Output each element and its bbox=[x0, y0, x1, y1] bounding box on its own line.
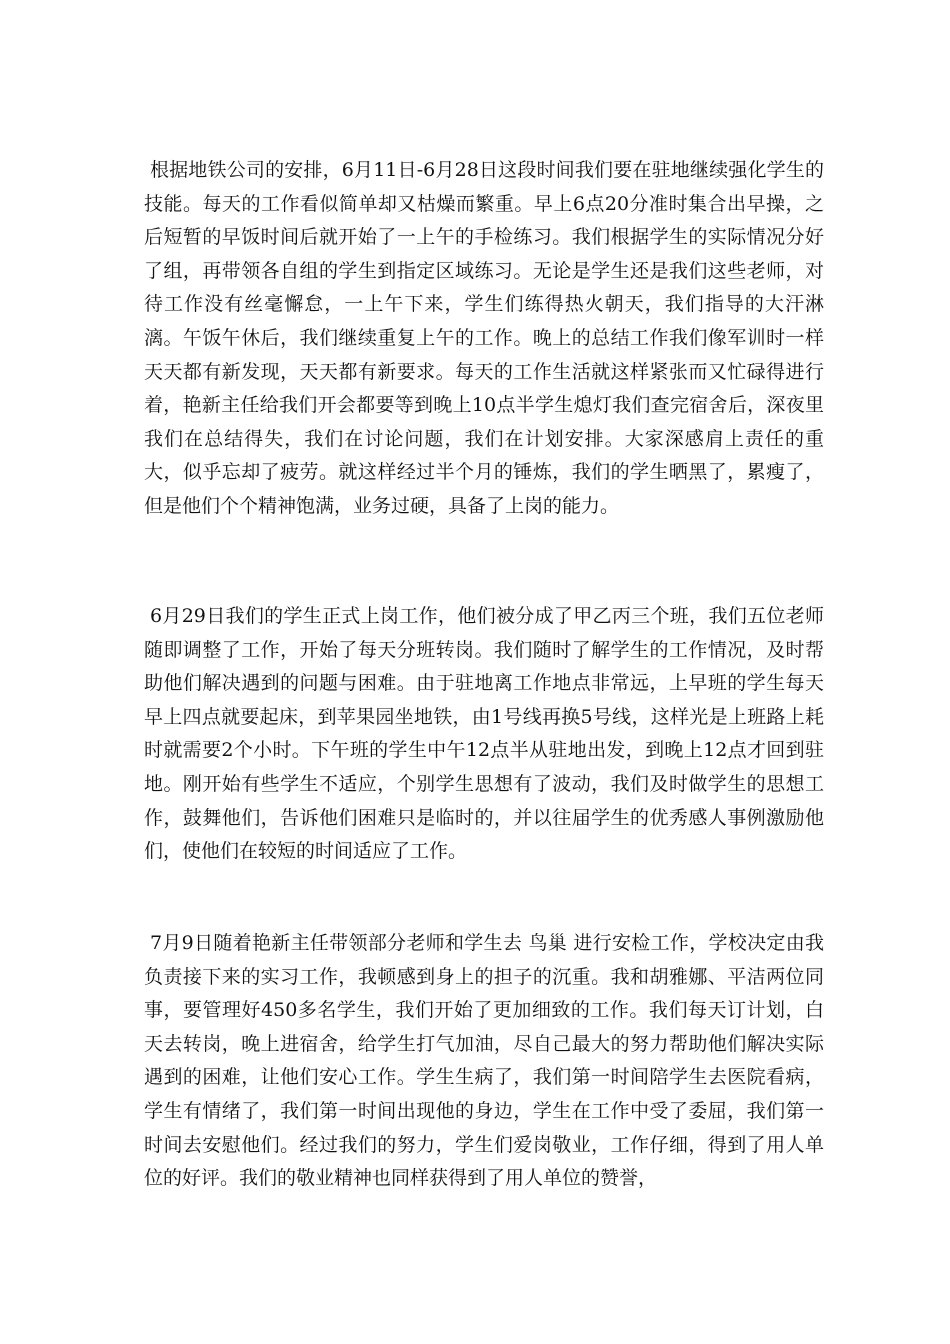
paragraph-3: 7月9日随着艳新主任带领部分老师和学生去 鸟巢 进行安检工作，学校决定由我负责接下来的实习工作，我顿感到身上的担子的沉重。我和胡雅娜、平洁两位同事，要管理好450多名学生，我们开始了更加细致的工作。我们每天订计划，白天去转岗，晚上进宿舍，给学生打气加油，尽自己最大的努力帮助他们解决实际遇到的困难，让他们安心工作。学生生病了，我们第一时间陪学生去医院看病，学生有情绪了，我们第一时间出现他的身边，学生在工作中受了委屈，我们第一时间去安慰他们。经过我们的努力，学生们爱岗敬业，工作仔细，得到了用人单位的好评。我们的敬业精神也同样获得到了用人单位的赞誉， bbox=[144, 932, 824, 1190]
paragraph-1: 根据地铁公司的安排，6月11日-6月28日这段时间我们要在驻地继续强化学生的技能。每天的工作看似简单却又枯燥而繁重。早上6点20分准时集合出早操，之后短暂的早饭时间后就开始了一上午的手检练习。我们根据学生的实际情况分好了组，再带领各自组的学生到指定区域练习。无论是学生还是我们这些老师，对待工作没有丝毫懈怠，一上午下来，学生们练得热火朝天，我们指导的大汗淋漓。午饭午休后，我们继续重复上午的工作。晚上的总结工作我们像军训时一样天天都有新发现，天天都有新要求。每天的工作生活就这样紧张而又忙碌得进行着，艳新主任给我们开会都要等到晚上10点半学生熄灯我们查完宿舍后，深夜里我们在总结得失，我们在讨论问题，我们在计划安排。大家深感肩上责任的重大，似乎忘却了疲劳。就这样经过半个月的锤炼，我们的学生晒黑了，累瘦了，但是他们个个精神饱满，业务过硬，具备了上岗的能力。 bbox=[144, 159, 824, 517]
paragraph-2: 6月29日我们的学生正式上岗工作，他们被分成了甲乙丙三个班，我们五位老师随即调整了工作，开始了每天分班转岗。我们随时了解学生的工作情况，及时帮助他们解决遇到的问题与困难。由于驻地离工作地点非常远，上早班的学生每天早上四点就要起床，到苹果园坐地铁，由1号线再换5号线，这样光是上班路上耗时就需要2个小时。下午班的学生中午12点半从驻地出发，到晚上12点才回到驻地。刚开始有些学生不适应，个别学生思想有了波动，我们及时做学生的思想工作，鼓舞他们，告诉他们困难只是临时的，并以往届学生的优秀感人事例激励他们，使他们在较短的时间适应了工作。 bbox=[144, 605, 824, 863]
